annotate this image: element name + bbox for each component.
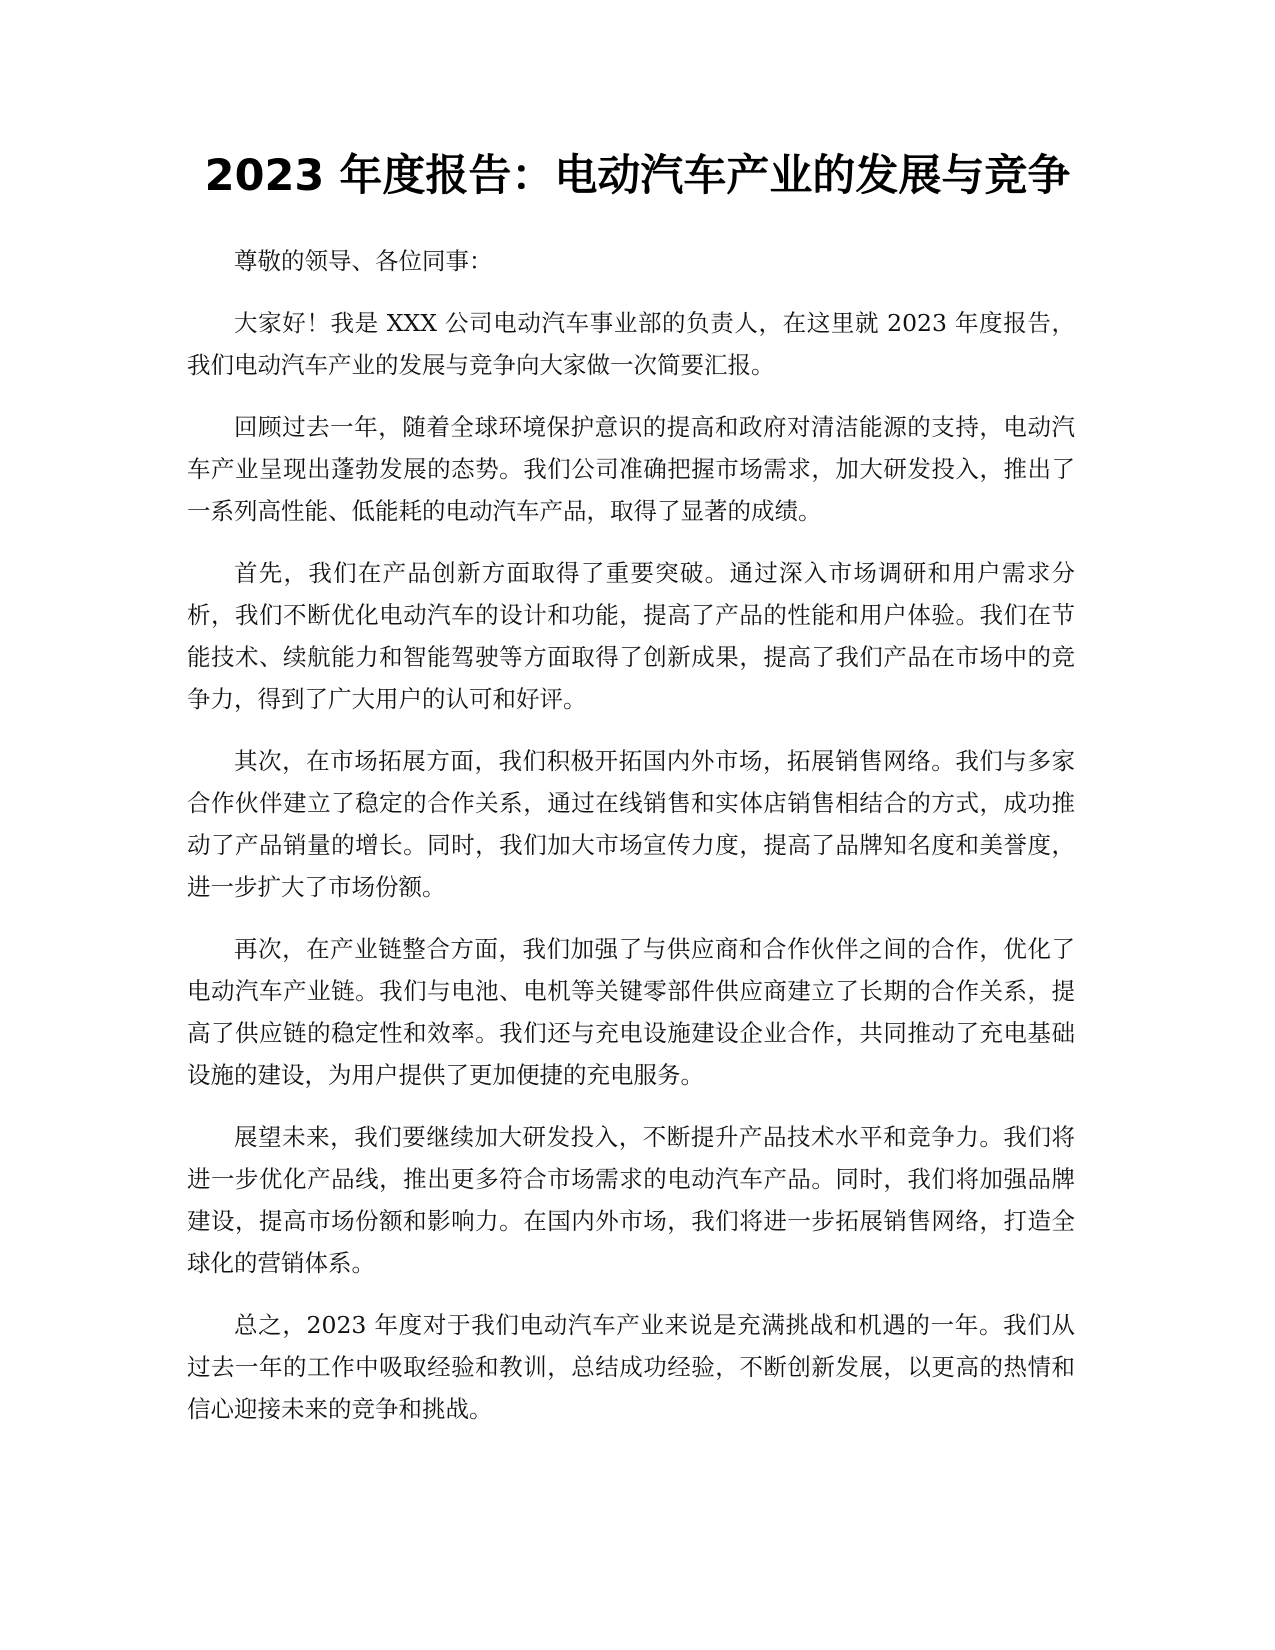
supply-chain-paragraph: 再次，在产业链整合方面，我们加强了与供应商和合作伙伴之间的合作，优化了电动汽车产业链。我们与电池、电机等关键零部件供应商建立了长期的合作关系，提高了供应链的稳定性和效率。我们还与充电设施建设企业合作，共同推动了充电基础设施的建设，为用户提供了更加便捷的充电服务。 [187, 935, 1075, 1089]
outlook-paragraph: 展望未来，我们要继续加大研发投入，不断提升产品技术水平和竞争力。我们将进一步优化产品线，推出更多符合市场需求的电动汽车产品。同时，我们将加强品牌建设，提高市场份额和影响力。在国内外市场，我们将进一步拓展销售网络，打造全球化的营销体系。 [187, 1123, 1075, 1277]
salutation-paragraph: 尊敬的领导、各位同事： [234, 247, 493, 275]
review-paragraph: 回顾过去一年，随着全球环境保护意识的提高和政府对清洁能源的支持，电动汽车产业呈现出蓬勃发展的态势。我们公司准确把握市场需求，加大研发投入，推出了一系列高性能、低能耗的电动汽车产品，取得了显著的成绩。 [187, 413, 1075, 525]
innovation-paragraph: 首先，我们在产品创新方面取得了重要突破。通过深入市场调研和用户需求分析，我们不断优化电动汽车的设计和功能，提高了产品的性能和用户体验。我们在节能技术、续航能力和智能驾驶等方面取得了创新成果，提高了我们产品在市场中的竞争力，得到了广大用户的认可和好评。 [187, 559, 1075, 713]
market-paragraph: 其次，在市场拓展方面，我们积极开拓国内外市场，拓展销售网络。我们与多家合作伙伴建立了稳定的合作关系，通过在线销售和实体店销售相结合的方式，成功推动了产品销量的增长。同时，我们加大市场宣传力度，提高了品牌知名度和美誉度，进一步扩大了市场份额。 [187, 747, 1075, 901]
conclusion-paragraph: 总之，2023 年度对于我们电动汽车产业来说是充满挑战和机遇的一年。我们从过去一年的工作中吸取经验和教训，总结成功经验，不断创新发展，以更高的热情和信心迎接未来的竞争和挑战。 [187, 1311, 1075, 1423]
document-title: 2023 年度报告：电动汽车产业的发展与竞争 [204, 151, 1071, 201]
document-body [187, 240, 1075, 1450]
greeting-paragraph: 大家好！我是 XXX 公司电动汽车事业部的负责人，在这里就 2023 年度报告，我们电动汽车产业的发展与竞争向大家做一次简要汇报。 [187, 309, 1075, 379]
